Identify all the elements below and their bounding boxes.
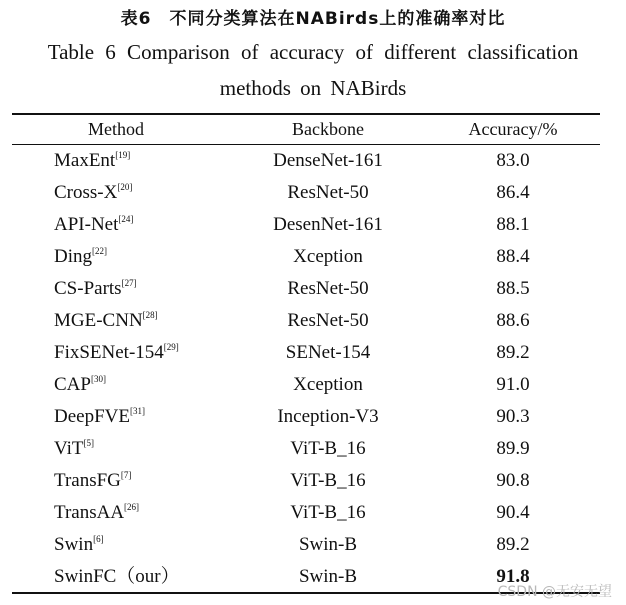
accuracy-cell: 90.4: [496, 502, 530, 523]
reference-marker: [26]: [124, 502, 140, 512]
accuracy-cell: 88.1: [496, 214, 530, 235]
accuracy-cell: 89.2: [496, 534, 530, 555]
accuracy-cell: 83.0: [496, 150, 530, 171]
backbone-cell: Xception: [293, 374, 363, 395]
watermark: CSDN @无安无望: [497, 584, 612, 600]
method-name: Cross-X: [54, 182, 118, 203]
reference-marker: [30]: [90, 374, 106, 384]
method-name: Ding: [54, 246, 92, 267]
backbone-cell: ResNet-50: [287, 182, 369, 203]
accuracy-cell: 86.4: [496, 182, 530, 203]
method-cell: [54, 150, 130, 172]
backbone-cell: Swin-B: [298, 566, 358, 587]
table-top-rule: [12, 113, 600, 115]
method-cell: [54, 182, 132, 204]
method-cell: [54, 502, 139, 524]
backbone-cell: ViT-B_16: [290, 502, 366, 523]
header-accuracy: Accuracy/%: [468, 119, 558, 139]
table-row: [0, 529, 626, 561]
accuracy-cell: 88.6: [496, 310, 530, 331]
backbone-cell: DesenNet-161: [273, 214, 383, 235]
table-row: [0, 177, 626, 209]
method-name: MGE-CNN: [54, 310, 143, 331]
method-cell: [54, 278, 137, 300]
method-name: CAP: [54, 374, 91, 395]
method-cell: [54, 534, 104, 556]
header-backbone: Backbone: [292, 119, 364, 139]
table-row: [0, 401, 626, 433]
method-name: SwinFC（our）: [54, 566, 180, 587]
table-row: [0, 305, 626, 337]
table-row: [0, 337, 626, 369]
accuracy-cell: 90.8: [496, 470, 530, 491]
accuracy-cell: 90.3: [496, 406, 530, 427]
method-cell: [54, 246, 107, 268]
method-cell: [54, 342, 179, 364]
backbone-cell: ViT-B_16: [290, 470, 366, 491]
method-cell: [54, 310, 158, 332]
method-name: FixSENet-154: [54, 342, 164, 363]
method-name: API-Net: [54, 214, 119, 235]
reference-marker: [24]: [118, 214, 134, 224]
reference-marker: [6]: [93, 534, 104, 544]
method-name: TransFG: [54, 470, 121, 491]
method-name: MaxEnt: [54, 150, 116, 171]
table-caption-chinese: 表6 不同分类算法在NABirds上的准确率对比: [120, 9, 506, 29]
table-row: [0, 145, 626, 177]
backbone-cell: Xception: [293, 246, 363, 267]
table-row: [0, 465, 626, 497]
accuracy-cell: 88.5: [496, 278, 530, 299]
accuracy-cell: 89.9: [496, 438, 530, 459]
accuracy-cell: 88.4: [496, 246, 530, 267]
backbone-cell: ResNet-50: [287, 310, 369, 331]
table-caption-english-line1: Table 6 Comparison of accuracy of different classification: [47, 40, 579, 64]
reference-marker: [28]: [142, 310, 158, 320]
reference-marker: [27]: [121, 278, 137, 288]
method-name: Swin: [54, 534, 94, 555]
accuracy-cell: 89.2: [496, 342, 530, 363]
reference-marker: [31]: [129, 406, 145, 416]
table-row: [0, 273, 626, 305]
accuracy-cell: 91.8: [496, 566, 530, 587]
method-name: TransAA: [54, 502, 125, 523]
table-caption-english-line2: methods on NABirds: [219, 76, 407, 100]
reference-marker: [20]: [117, 182, 133, 192]
method-name: DeepFVE: [54, 406, 130, 427]
backbone-cell: Swin-B: [298, 534, 358, 555]
reference-marker: [5]: [83, 438, 94, 448]
method-cell: [54, 214, 133, 236]
backbone-cell: ResNet-50: [287, 278, 369, 299]
backbone-cell: DenseNet-161: [273, 150, 383, 171]
method-cell: [54, 406, 145, 428]
table-row: [0, 433, 626, 465]
method-cell: [54, 566, 180, 588]
backbone-cell: Inception-V3: [277, 406, 379, 427]
backbone-cell: ViT-B_16: [290, 438, 366, 459]
header-method: Method: [88, 119, 144, 139]
method-cell: [54, 438, 94, 460]
method-cell: [54, 374, 106, 396]
backbone-cell: SENet-154: [285, 342, 371, 363]
table-row: [0, 241, 626, 273]
method-name: CS-Parts: [54, 278, 122, 299]
table-row: [0, 369, 626, 401]
reference-marker: [29]: [163, 342, 179, 352]
reference-marker: [7]: [120, 470, 132, 480]
table-row: [0, 209, 626, 241]
table-row: [0, 497, 626, 529]
reference-marker: [22]: [92, 246, 107, 256]
accuracy-cell: 91.0: [496, 374, 530, 395]
method-name: ViT: [54, 438, 84, 459]
reference-marker: [19]: [115, 150, 131, 160]
method-cell: [54, 470, 131, 492]
